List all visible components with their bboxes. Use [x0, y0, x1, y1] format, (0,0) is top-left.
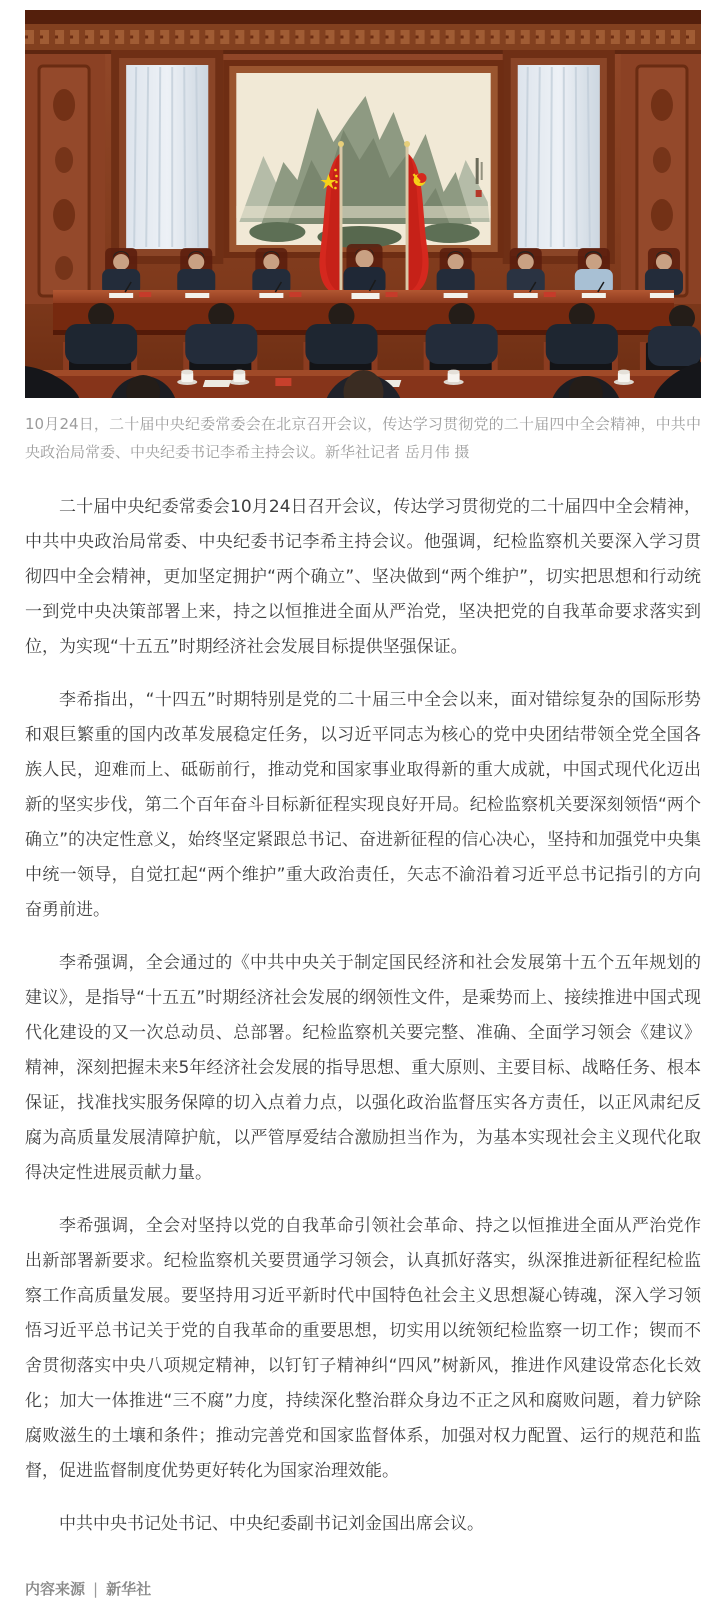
meeting-photo: [25, 10, 701, 398]
paragraph-3: 李希强调，全会通过的《中共中央关于制定国民经济和社会发展第十五个五年规划的建议》，是指导“十五五”时期经济社会发展的纲领性文件，是乘势而上、接续推进中国式现代化建设的又一次总动员、总部署。纪检监察机关要完整、准确、全面学习领会《建议》精神，深刻把握未来5年经济社会发展的指导思想、重大原则、主要目标、战略任务、根本保证，找准找实服务保障的切入点着力点，以强化政治监督压实各方责任，以正风肃纪反腐为高质量发展清障护航，以严管厚爱结合激励担当作为，为基本实现社会主义现代化取得决定性进展贡献力量。: [25, 953, 701, 1183]
meeting-photo-graphic: [25, 10, 701, 398]
left-window: [111, 50, 223, 264]
paragraph-4: 李希强调，全会对坚持以党的自我革命引领社会革命、持之以恒推进全面从严治党作出新部署新要求。纪检监察机关要贯通学习领会，认真抓好落实，纵深推进新征程纪检监察工作高质量发展。要坚持用习近平新时代中国特色社会主义思想凝心铸魂，深入学习领悟习近平总书记关于党的自我革命的重要思想，切实用以统领纪检监察一切工作；锲而不舍贯彻落实中央八项规定精神，以钉钉子精神纠“四风”树新风，推进作风建设常态化长效化；加大一体推进“三不腐”力度，持续深化整治群众身边不正之风和腐败问题，着力铲除腐败滋生的土壤和条件；推动完善党和国家监督体系，加强对权力配置、运行的规范和监督，促进监督制度优势更好转化为国家治理效能。: [25, 1216, 701, 1481]
source-name: 新华社: [106, 1580, 152, 1598]
left-pillar: [25, 54, 105, 304]
source-footer: [25, 1578, 701, 1599]
photo-caption: 10月24日，二十届中央纪委常委会在北京召开会议，传达学习贯彻党的二十届四中全会精神，中共中央政治局常委、中央纪委书记李希主持会议。新华社记者 岳月伟 摄: [25, 415, 701, 461]
article-body: [25, 490, 701, 1542]
paragraph-5: 中共中央书记处书记、中央纪委副书记刘金国出席会议。: [59, 1514, 484, 1534]
landscape-painting: [223, 60, 503, 258]
paragraph-2: 李希指出，“十四五”时期特别是党的二十届三中全会以来，面对错综复杂的国际形势和艰巨繁重的国内改革发展稳定任务，以习近平同志为核心的党中央团结带领全党全国各族人民，迎难而上、砥砺前行，推动党和国家事业取得新的重大成就，中国式现代化迈出新的坚实步伐，第二个百年奋斗目标新征程实现良好开局。纪检监察机关要深刻领悟“两个确立”的决定性意义，始终坚定紧跟总书记、奋进新征程的信心决心，坚持和加强党中央集中统一领导，自觉扛起“两个维护”重大政治责任，矢志不渝沿着习近平总书记指引的方向奋勇前进。: [25, 690, 701, 920]
source-label: 内容来源: [25, 1580, 86, 1598]
source-divider: |: [93, 1579, 99, 1598]
paragraph-1: 二十届中央纪委常委会10月24日召开会议，传达学习贯彻党的二十届四中全会精神，中共中央政治局常委、中央纪委书记李希主持会议。他强调，纪检监察机关要深入学习贯彻四中全会精神，更加坚定拥护“两个确立”、坚决做到“两个维护”，切实把思想和行动统一到党中央决策部署上来，持之以恒推进全面从严治党，坚决把党的自我革命要求落实到位，为实现“十五五”时期经济社会发展目标提供坚强保证。: [25, 497, 701, 657]
right-window: [503, 50, 615, 264]
